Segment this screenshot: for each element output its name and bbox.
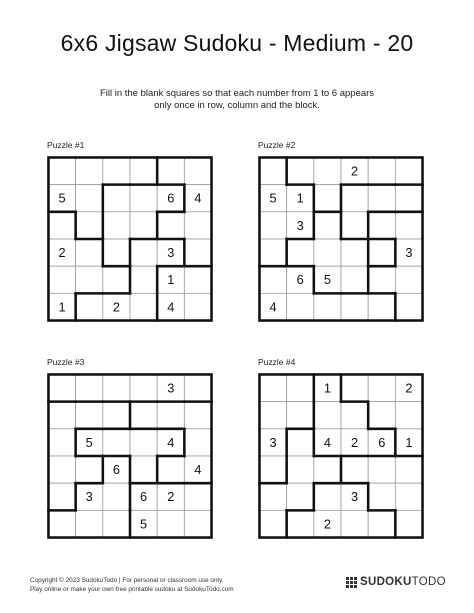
grid-cell[interactable]: [103, 212, 130, 239]
sudoku-grid: [47, 156, 213, 322]
grid-cell[interactable]: [184, 266, 211, 293]
grid-cell[interactable]: [76, 212, 103, 239]
given-number: 6: [296, 272, 304, 288]
grid-cell[interactable]: [48, 374, 75, 401]
grid-cell[interactable]: [341, 212, 368, 239]
given-number: 2: [351, 163, 359, 179]
sudoku-grid: [258, 373, 424, 539]
grid-cell[interactable]: [103, 429, 130, 456]
grid-cell[interactable]: [184, 157, 211, 184]
grid-cell[interactable]: [395, 157, 422, 184]
page-title: 6x6 Jigsaw Sudoku - Medium - 20: [60, 30, 414, 56]
grid-cell[interactable]: [103, 402, 130, 429]
given-number: 2: [167, 489, 175, 505]
grid-cell[interactable]: [259, 266, 286, 293]
given-number: 2: [351, 434, 359, 450]
grid-cell[interactable]: [157, 212, 184, 239]
given-number: 1: [167, 272, 175, 288]
grid-cell[interactable]: [130, 157, 157, 184]
grid-cell[interactable]: [48, 456, 75, 483]
sudoku-grid: [258, 156, 424, 322]
given-number: 4: [194, 190, 202, 206]
grid-cell[interactable]: [368, 157, 395, 184]
grid-cell[interactable]: [76, 402, 103, 429]
grid-cell[interactable]: [184, 212, 211, 239]
grid-cell[interactable]: [395, 510, 422, 537]
given-number: 3: [405, 245, 413, 261]
grid-cell[interactable]: [395, 266, 422, 293]
grid-cell[interactable]: [103, 185, 130, 212]
grid-cell[interactable]: [259, 483, 286, 510]
given-number: 4: [323, 434, 331, 450]
given-number: 4: [194, 462, 202, 478]
grid-cell[interactable]: [103, 510, 130, 537]
grid-cell[interactable]: [76, 293, 103, 320]
instructions: [80, 88, 394, 112]
grid-cell[interactable]: [395, 212, 422, 239]
instructions-line-2: only once in row, column and the block.: [154, 100, 320, 111]
grid-cell[interactable]: [103, 483, 130, 510]
grid-cell[interactable]: [314, 402, 341, 429]
grid-cell[interactable]: [157, 402, 184, 429]
grid-cell[interactable]: [130, 293, 157, 320]
grid-cell[interactable]: [395, 483, 422, 510]
grid-cell[interactable]: [287, 402, 314, 429]
given-number: 1: [58, 299, 66, 315]
grid-cell[interactable]: [314, 456, 341, 483]
given-number: 1: [323, 380, 331, 396]
grid-cell[interactable]: [103, 266, 130, 293]
given-number: 6: [167, 190, 175, 206]
grid-cell[interactable]: [287, 293, 314, 320]
grid-cell[interactable]: [184, 510, 211, 537]
grid-cell[interactable]: [48, 266, 75, 293]
grid-cell[interactable]: [395, 293, 422, 320]
instructions-line-1: Fill in the blank squares so that each number from 1 to 6 appears: [99, 88, 375, 99]
grid-cell[interactable]: [287, 456, 314, 483]
grid-cell[interactable]: [341, 510, 368, 537]
grid-cell[interactable]: [368, 239, 395, 266]
grid-cell[interactable]: [287, 374, 314, 401]
grid-cell[interactable]: [48, 510, 75, 537]
grid-cell[interactable]: [48, 483, 75, 510]
grid-cell[interactable]: [368, 293, 395, 320]
grid-cell[interactable]: [130, 212, 157, 239]
grid-cell[interactable]: [314, 212, 341, 239]
grid-cell[interactable]: [259, 456, 286, 483]
grid-cell[interactable]: [368, 456, 395, 483]
logo-text: [360, 576, 446, 588]
grid-cell[interactable]: [314, 157, 341, 184]
given-number: 2: [323, 516, 331, 532]
grid-cell[interactable]: [259, 212, 286, 239]
grid-cell[interactable]: [314, 293, 341, 320]
grid-cell[interactable]: [48, 429, 75, 456]
grid-cell[interactable]: [314, 239, 341, 266]
given-number: 6: [140, 489, 148, 505]
given-number: 5: [269, 190, 277, 206]
puzzle-4-grid: [258, 373, 424, 539]
grid-cell[interactable]: [287, 239, 314, 266]
grid-cell[interactable]: [368, 185, 395, 212]
footer-line-1: Copyright © 2023 SudokuTodo | For personal or classroom use only.: [30, 577, 224, 584]
grid-cell[interactable]: [130, 429, 157, 456]
grid-cell[interactable]: [259, 510, 286, 537]
grid-cell[interactable]: [76, 185, 103, 212]
grid-cell[interactable]: [184, 374, 211, 401]
puzzle-3-grid: [47, 373, 213, 539]
grid-cell[interactable]: [368, 374, 395, 401]
logo-text-bold: SUDOKU: [360, 576, 412, 588]
grid-cell[interactable]: [130, 266, 157, 293]
given-number: 1: [296, 190, 304, 206]
sudokutodo-logo: [346, 575, 446, 589]
grid-cell[interactable]: [287, 483, 314, 510]
grid-cell[interactable]: [48, 402, 75, 429]
grid-cell[interactable]: [184, 239, 211, 266]
grid-cell[interactable]: [157, 456, 184, 483]
grid-cell[interactable]: [76, 266, 103, 293]
given-number: 5: [58, 190, 66, 206]
grid-cell[interactable]: [314, 185, 341, 212]
grid-cell[interactable]: [76, 374, 103, 401]
given-number: 5: [323, 272, 331, 288]
grid-cell[interactable]: [287, 429, 314, 456]
grid-cell[interactable]: [76, 510, 103, 537]
sudoku-grid: [47, 373, 213, 539]
grid-cell[interactable]: [130, 185, 157, 212]
given-number: 4: [167, 434, 175, 450]
grid-cell[interactable]: [130, 456, 157, 483]
grid-cell[interactable]: [48, 212, 75, 239]
grid-cell[interactable]: [76, 239, 103, 266]
grid-cell[interactable]: [157, 510, 184, 537]
given-number: 3: [351, 489, 359, 505]
given-number: 3: [269, 434, 277, 450]
given-number: 6: [378, 434, 386, 450]
grid-cell[interactable]: [103, 157, 130, 184]
given-number: 4: [269, 299, 277, 315]
grid-cell[interactable]: [184, 293, 211, 320]
grid-cell[interactable]: [157, 157, 184, 184]
puzzle-2-grid: [258, 156, 424, 322]
grid-cell[interactable]: [259, 157, 286, 184]
grid-cell[interactable]: [341, 266, 368, 293]
given-number: 3: [296, 217, 304, 233]
grid-cell[interactable]: [395, 185, 422, 212]
grid-cell[interactable]: [341, 293, 368, 320]
given-number: 2: [405, 380, 413, 396]
grid-cell[interactable]: [368, 402, 395, 429]
given-number: 3: [167, 380, 175, 396]
given-number: 3: [85, 489, 93, 505]
grid-cell[interactable]: [368, 510, 395, 537]
puzzle-2-label: Puzzle #2: [258, 140, 296, 150]
grid-cell[interactable]: [341, 239, 368, 266]
grid-cell[interactable]: [341, 402, 368, 429]
logo-text-thin: TODO: [411, 576, 446, 588]
grid-cell[interactable]: [368, 483, 395, 510]
grid-cell[interactable]: [395, 402, 422, 429]
footer-line-2: Play online or make your own free printable sudoku at SudokuTodo.com: [30, 586, 234, 593]
grid-cell[interactable]: [259, 374, 286, 401]
puzzle-4-label: Puzzle #4: [258, 357, 296, 367]
grid-cell[interactable]: [259, 239, 286, 266]
grid-cell[interactable]: [130, 239, 157, 266]
given-number: 5: [140, 516, 148, 532]
grid-cell[interactable]: [48, 157, 75, 184]
grid-cell[interactable]: [184, 402, 211, 429]
grid-cell[interactable]: [130, 374, 157, 401]
footer-copyright: [30, 576, 234, 594]
grid-cell[interactable]: [341, 185, 368, 212]
grid-cell[interactable]: [314, 483, 341, 510]
given-number: 4: [167, 299, 175, 315]
given-number: 2: [58, 245, 66, 261]
given-number: 6: [112, 462, 120, 478]
grid-cell[interactable]: [103, 374, 130, 401]
grid-cell[interactable]: [368, 212, 395, 239]
given-number: 1: [405, 434, 413, 450]
grid-cell[interactable]: [395, 456, 422, 483]
puzzle-1-label: Puzzle #1: [47, 140, 85, 150]
grid-cell[interactable]: [341, 456, 368, 483]
grid-cell[interactable]: [368, 266, 395, 293]
given-number: 3: [167, 245, 175, 261]
grid-cell[interactable]: [287, 510, 314, 537]
given-number: 2: [112, 299, 120, 315]
grid-cell[interactable]: [259, 402, 286, 429]
grid-cell[interactable]: [184, 429, 211, 456]
grid-cell[interactable]: [287, 157, 314, 184]
puzzle-1-grid: [47, 156, 213, 322]
grid-cell[interactable]: [76, 157, 103, 184]
grid-cell[interactable]: [184, 483, 211, 510]
grid-cell[interactable]: [76, 456, 103, 483]
puzzle-3-label: Puzzle #3: [47, 357, 85, 367]
grid-cell[interactable]: [341, 374, 368, 401]
given-number: 5: [85, 434, 93, 450]
grid-cell[interactable]: [130, 402, 157, 429]
grid-cell[interactable]: [103, 239, 130, 266]
grid-logo-icon: [346, 577, 357, 588]
